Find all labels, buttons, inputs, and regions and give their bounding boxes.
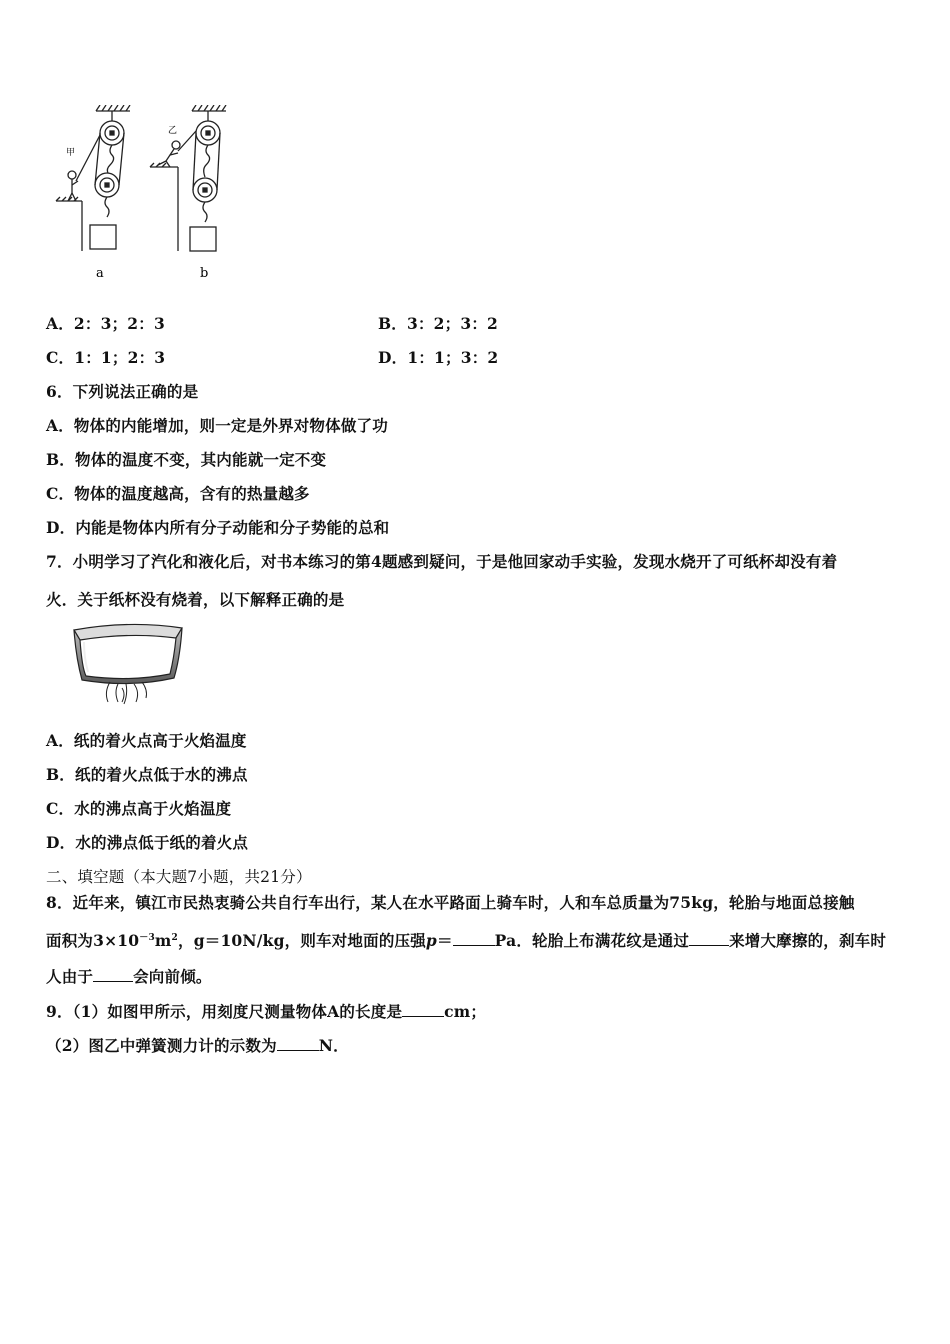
q8-pressure-symbol: p	[425, 931, 437, 950]
q5-option-a: A．2：3；2：3	[46, 314, 165, 333]
q8-line3	[46, 965, 212, 987]
q9-line2-unit: N．	[318, 1036, 349, 1055]
q9-line2-text: （2）图乙中弹簧测力计的示数为	[46, 1036, 277, 1055]
q7-stem-line2: 火．关于纸杯没有烧着，以下解释正确的是	[46, 590, 345, 609]
q5-option-c: C．1：1；2：3	[46, 348, 166, 367]
q8-area-value: 面积为3×10	[46, 931, 140, 950]
q6-option-d: D．内能是物体内所有分子动能和分子势能的总和	[46, 518, 390, 537]
section-heading: 二、填空题（本大题7小题，共21分）	[46, 868, 312, 886]
q9-line1-text: 9．（1）如图甲所示，用刻度尺测量物体A的长度是	[46, 1002, 403, 1021]
q9-blank-force[interactable]	[277, 1049, 319, 1051]
q6-option-c: C．物体的温度越高，含有的热量越多	[46, 484, 310, 503]
q9-line1-unit: cm；	[444, 1002, 487, 1021]
q6-option-a: A．物体的内能增加，则一定是外界对物体做了功	[46, 416, 388, 435]
q8-line1: 8．近年来，镇江市民热衷骑公共自行车出行，某人在水平路面上骑车时，人和车总质量为75kg，轮胎与地面总接触	[46, 893, 855, 912]
label-jia: 甲	[66, 148, 76, 158]
q8-blank-method[interactable]	[689, 944, 729, 946]
q9-line1	[46, 1000, 486, 1022]
label-yi: 乙	[168, 126, 178, 136]
q5-option-b: B．3：2；3：2	[378, 314, 499, 333]
q8-friction-text: 来增大摩擦的，刹车时	[729, 931, 887, 950]
q8-line3-start: 人由于	[46, 967, 94, 986]
q8-area-unit: m	[154, 931, 172, 950]
q8-unit-exponent: 2	[171, 932, 178, 943]
caption-a: a	[96, 266, 104, 281]
q8-line2	[46, 929, 886, 951]
q8-given: ，g＝10N/kg，则车对地面的压强	[178, 931, 426, 950]
q8-pa-text: Pa．轮胎上布满花纹是通过	[494, 931, 690, 950]
q9-line2	[46, 1034, 349, 1056]
paper-cup-figure	[70, 618, 190, 708]
q7-stem-line1: 7．小明学习了汽化和液化后，对书本练习的第4题感到疑问，于是他回家动手实验，发现水烧开了可纸杯却没有着	[46, 552, 838, 571]
pulley-figure	[52, 105, 252, 285]
q9-blank-length[interactable]	[402, 1015, 444, 1017]
q8-blank-inertia[interactable]	[93, 980, 133, 982]
q8-exponent: －3	[139, 932, 155, 943]
q7-option-c: C．水的沸点高于火焰温度	[46, 799, 232, 818]
q8-equals: ＝	[436, 931, 453, 950]
q7-option-a: A．纸的着火点高于火焰温度	[46, 731, 247, 750]
q5-option-d: D．1：1；3：2	[378, 348, 499, 367]
q8-blank-pressure[interactable]	[453, 944, 495, 946]
q8-line3-end: 会向前倾。	[133, 967, 212, 986]
q7-option-b: B．纸的着火点低于水的沸点	[46, 765, 248, 784]
q6-option-b: B．物体的温度不变，其内能就一定不变	[46, 450, 327, 469]
q7-option-d: D．水的沸点低于纸的着火点	[46, 833, 249, 852]
caption-b: b	[200, 266, 209, 281]
q6-stem: 6．下列说法正确的是	[46, 382, 199, 401]
